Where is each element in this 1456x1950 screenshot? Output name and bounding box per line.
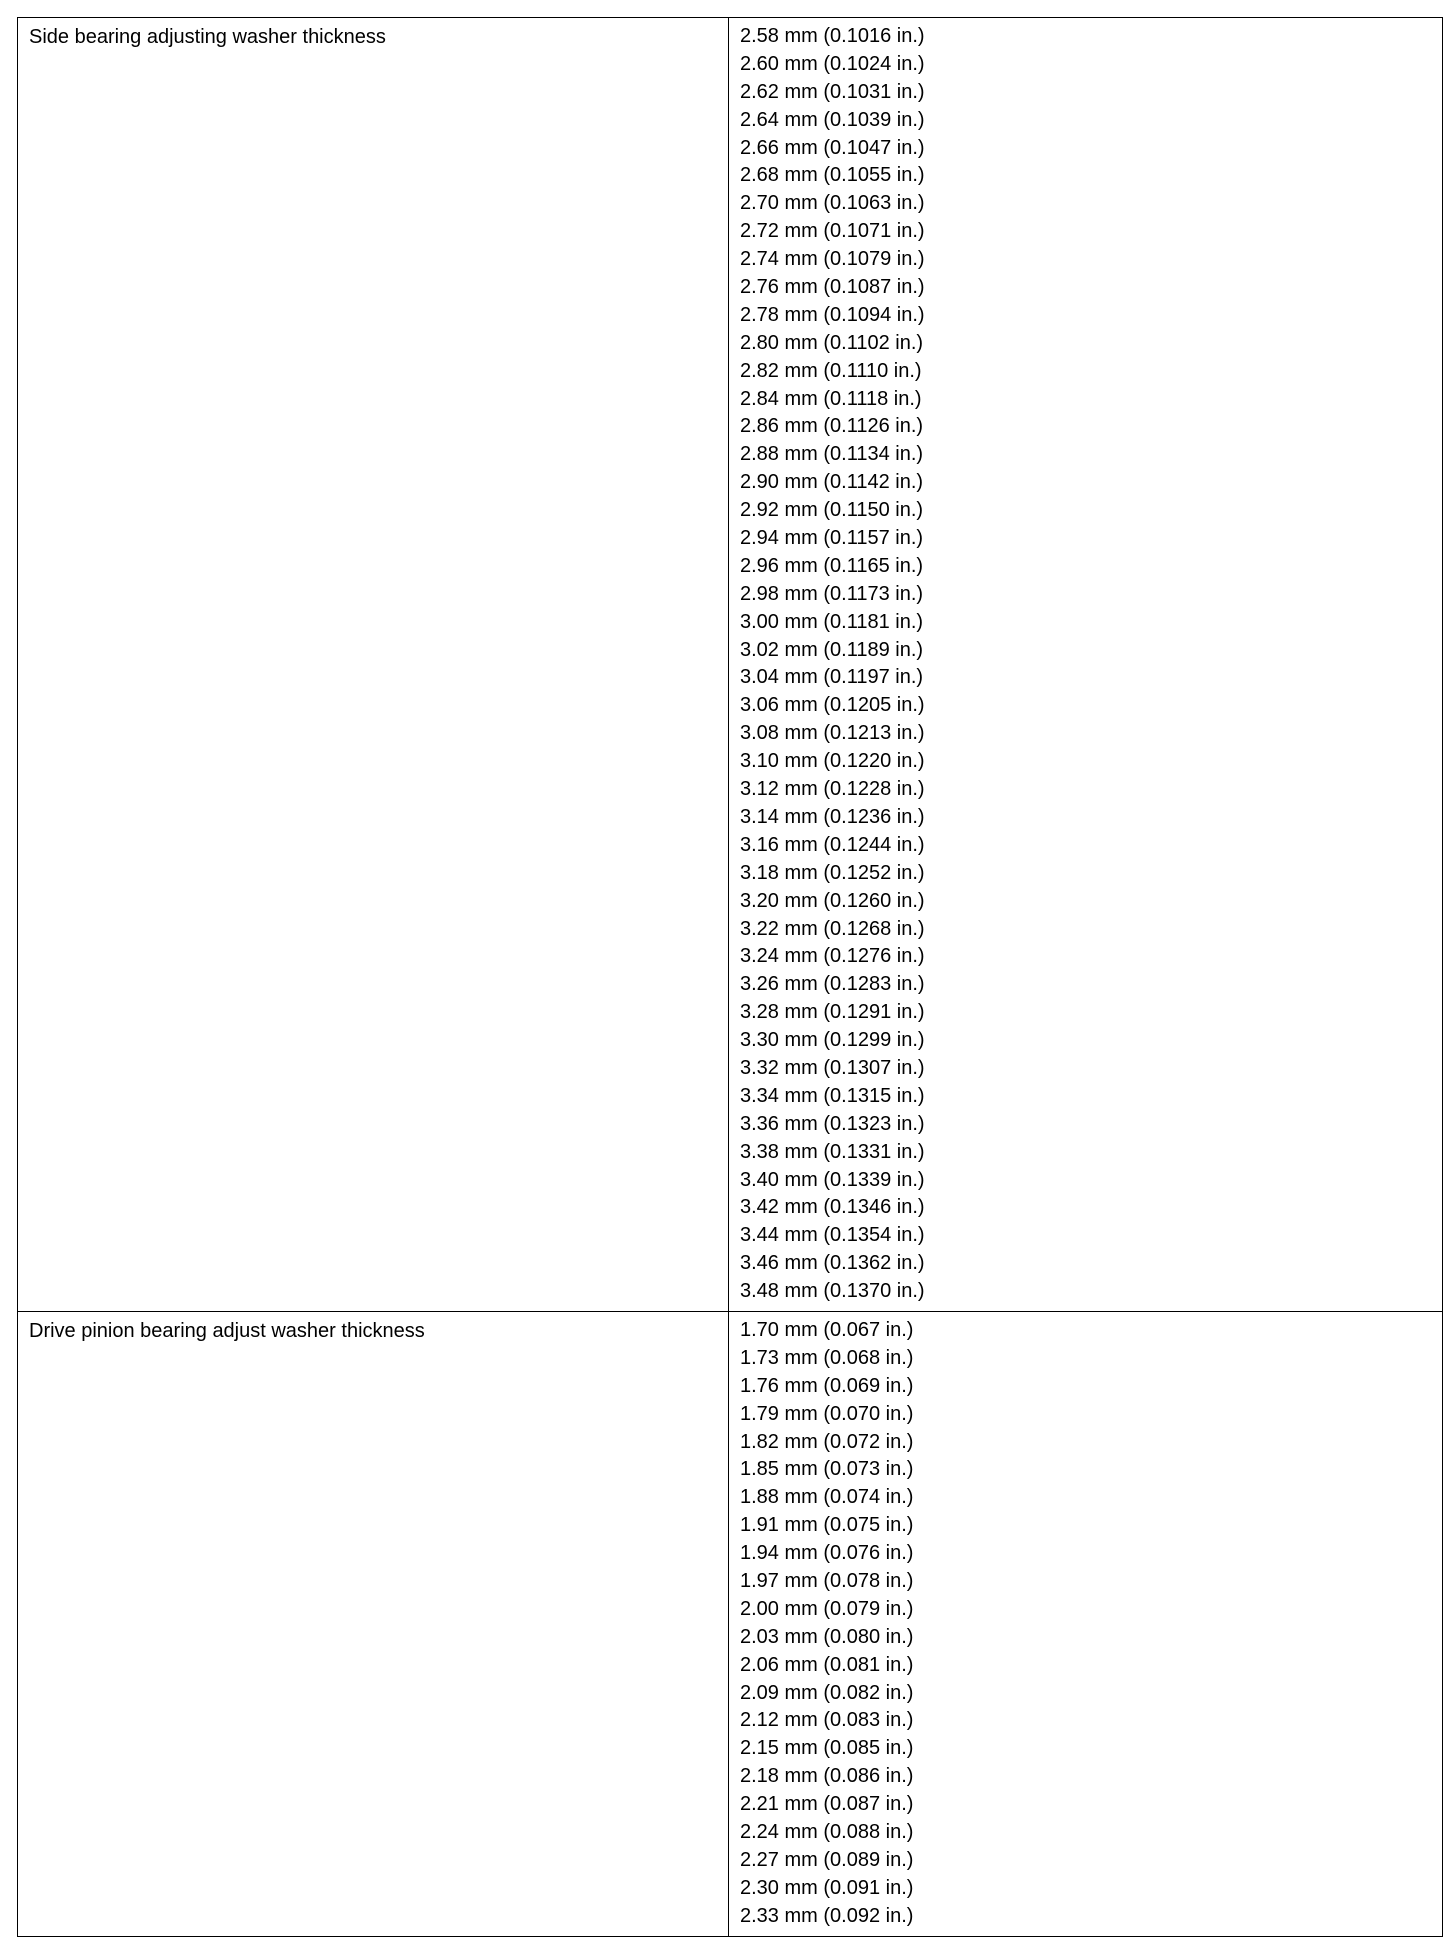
- spec-value: 3.02 mm (0.1189 in.): [740, 638, 924, 661]
- spec-value: 3.38 mm (0.1331 in.): [740, 1140, 925, 1163]
- spec-value: 3.32 mm (0.1307 in.): [740, 1056, 925, 1079]
- spec-value: 2.84 mm (0.1118 in.): [740, 387, 922, 410]
- spec-values-list: [729, 18, 1442, 1311]
- spec-values-list: [729, 1312, 1442, 1936]
- spec-value: 2.80 mm (0.1102 in.): [740, 331, 924, 354]
- spec-value: 1.97 mm (0.078 in.): [740, 1569, 914, 1592]
- spec-table-body: [18, 18, 1443, 1937]
- spec-value: 3.26 mm (0.1283 in.): [740, 973, 925, 996]
- spec-value: 3.30 mm (0.1299 in.): [740, 1029, 925, 1052]
- spec-value: 2.64 mm (0.1039 in.): [740, 108, 925, 131]
- spec-value: 1.82 mm (0.072 in.): [740, 1430, 914, 1453]
- spec-values-cell: [729, 1311, 1443, 1936]
- spec-value: 2.62 mm (0.1031 in.): [740, 80, 925, 103]
- spec-value: 2.60 mm (0.1024 in.): [740, 52, 925, 75]
- table-row: [18, 18, 1443, 1312]
- spec-value: 2.94 mm (0.1157 in.): [740, 527, 924, 550]
- spec-value: 3.28 mm (0.1291 in.): [740, 1001, 925, 1024]
- spec-value: 2.78 mm (0.1094 in.): [740, 303, 925, 326]
- spec-values-cell: [729, 18, 1443, 1312]
- spec-value: 2.03 mm (0.080 in.): [740, 1625, 914, 1648]
- spec-value: 2.27 mm (0.089 in.): [740, 1848, 914, 1871]
- spec-value: 3.12 mm (0.1228 in.): [740, 778, 925, 801]
- spec-value: 3.06 mm (0.1205 in.): [740, 694, 925, 717]
- spec-value: 3.00 mm (0.1181 in.): [740, 610, 924, 633]
- spec-value: 1.88 mm (0.074 in.): [740, 1486, 914, 1509]
- spec-value: 2.30 mm (0.091 in.): [740, 1876, 914, 1899]
- spec-value: 3.18 mm (0.1252 in.): [740, 861, 925, 884]
- spec-value: 2.68 mm (0.1055 in.): [740, 164, 925, 187]
- spec-value: 2.92 mm (0.1150 in.): [740, 499, 924, 522]
- spec-table: [17, 17, 1443, 1937]
- spec-value: 2.98 mm (0.1173 in.): [740, 582, 924, 605]
- spec-value: 2.86 mm (0.1126 in.): [740, 415, 924, 438]
- spec-value: 2.58 mm (0.1016 in.): [740, 25, 925, 47]
- spec-value: 2.00 mm (0.079 in.): [740, 1597, 914, 1620]
- spec-value: 2.74 mm (0.1079 in.): [740, 248, 925, 271]
- spec-value: 1.85 mm (0.073 in.): [740, 1458, 914, 1481]
- spec-value: 2.70 mm (0.1063 in.): [740, 192, 925, 215]
- spec-value: 2.66 mm (0.1047 in.): [740, 136, 925, 159]
- spec-value: 2.06 mm (0.081 in.): [740, 1653, 914, 1676]
- spec-value: 2.09 mm (0.082 in.): [740, 1681, 914, 1704]
- spec-label: Drive pinion bearing adjust washer thickness: [29, 1319, 425, 1342]
- spec-value: 2.21 mm (0.087 in.): [740, 1793, 914, 1816]
- spec-value: 2.88 mm (0.1134 in.): [740, 443, 924, 466]
- spec-value: 2.18 mm (0.086 in.): [740, 1765, 914, 1788]
- table-row: [18, 1311, 1443, 1936]
- spec-value: 3.34 mm (0.1315 in.): [740, 1084, 925, 1107]
- spec-value: 2.33 mm (0.092 in.): [740, 1904, 914, 1927]
- spec-value: 1.70 mm (0.067 in.): [740, 1318, 914, 1341]
- spec-value: 3.44 mm (0.1354 in.): [740, 1224, 925, 1247]
- spec-value: 3.42 mm (0.1346 in.): [740, 1196, 925, 1219]
- spec-value: 2.12 mm (0.083 in.): [740, 1709, 914, 1732]
- spec-value: 1.94 mm (0.076 in.): [740, 1542, 914, 1565]
- spec-value: 3.48 mm (0.1370 in.): [740, 1280, 925, 1303]
- spec-label: Side bearing adjusting washer thickness: [29, 26, 386, 48]
- spec-value: 1.91 mm (0.075 in.): [740, 1514, 914, 1537]
- spec-value: 3.08 mm (0.1213 in.): [740, 722, 925, 745]
- spec-value: 2.96 mm (0.1165 in.): [740, 554, 924, 577]
- spec-value: 2.76 mm (0.1087 in.): [740, 276, 925, 299]
- spec-value: 3.16 mm (0.1244 in.): [740, 833, 925, 856]
- spec-value: 3.40 mm (0.1339 in.): [740, 1168, 925, 1191]
- spec-value: 1.79 mm (0.070 in.): [740, 1402, 914, 1425]
- spec-label-cell: [18, 1311, 729, 1936]
- spec-value: 2.82 mm (0.1110 in.): [740, 359, 922, 382]
- spec-value: 3.22 mm (0.1268 in.): [740, 917, 925, 940]
- spec-value: 2.15 mm (0.085 in.): [740, 1737, 914, 1760]
- spec-value: 3.20 mm (0.1260 in.): [740, 889, 925, 912]
- spec-value: 3.46 mm (0.1362 in.): [740, 1252, 925, 1275]
- spec-value: 3.36 mm (0.1323 in.): [740, 1112, 925, 1135]
- spec-value: 1.76 mm (0.069 in.): [740, 1374, 914, 1397]
- spec-value: 3.14 mm (0.1236 in.): [740, 805, 925, 828]
- spec-value: 2.24 mm (0.088 in.): [740, 1821, 914, 1843]
- spec-value: 3.10 mm (0.1220 in.): [740, 750, 925, 773]
- spec-value: 3.24 mm (0.1276 in.): [740, 945, 925, 968]
- spec-value: 3.04 mm (0.1197 in.): [740, 666, 924, 689]
- spec-label-cell: [18, 18, 729, 1312]
- spec-value: 2.72 mm (0.1071 in.): [740, 220, 925, 243]
- spec-value: 1.73 mm (0.068 in.): [740, 1346, 914, 1369]
- spec-value: 2.90 mm (0.1142 in.): [740, 471, 924, 494]
